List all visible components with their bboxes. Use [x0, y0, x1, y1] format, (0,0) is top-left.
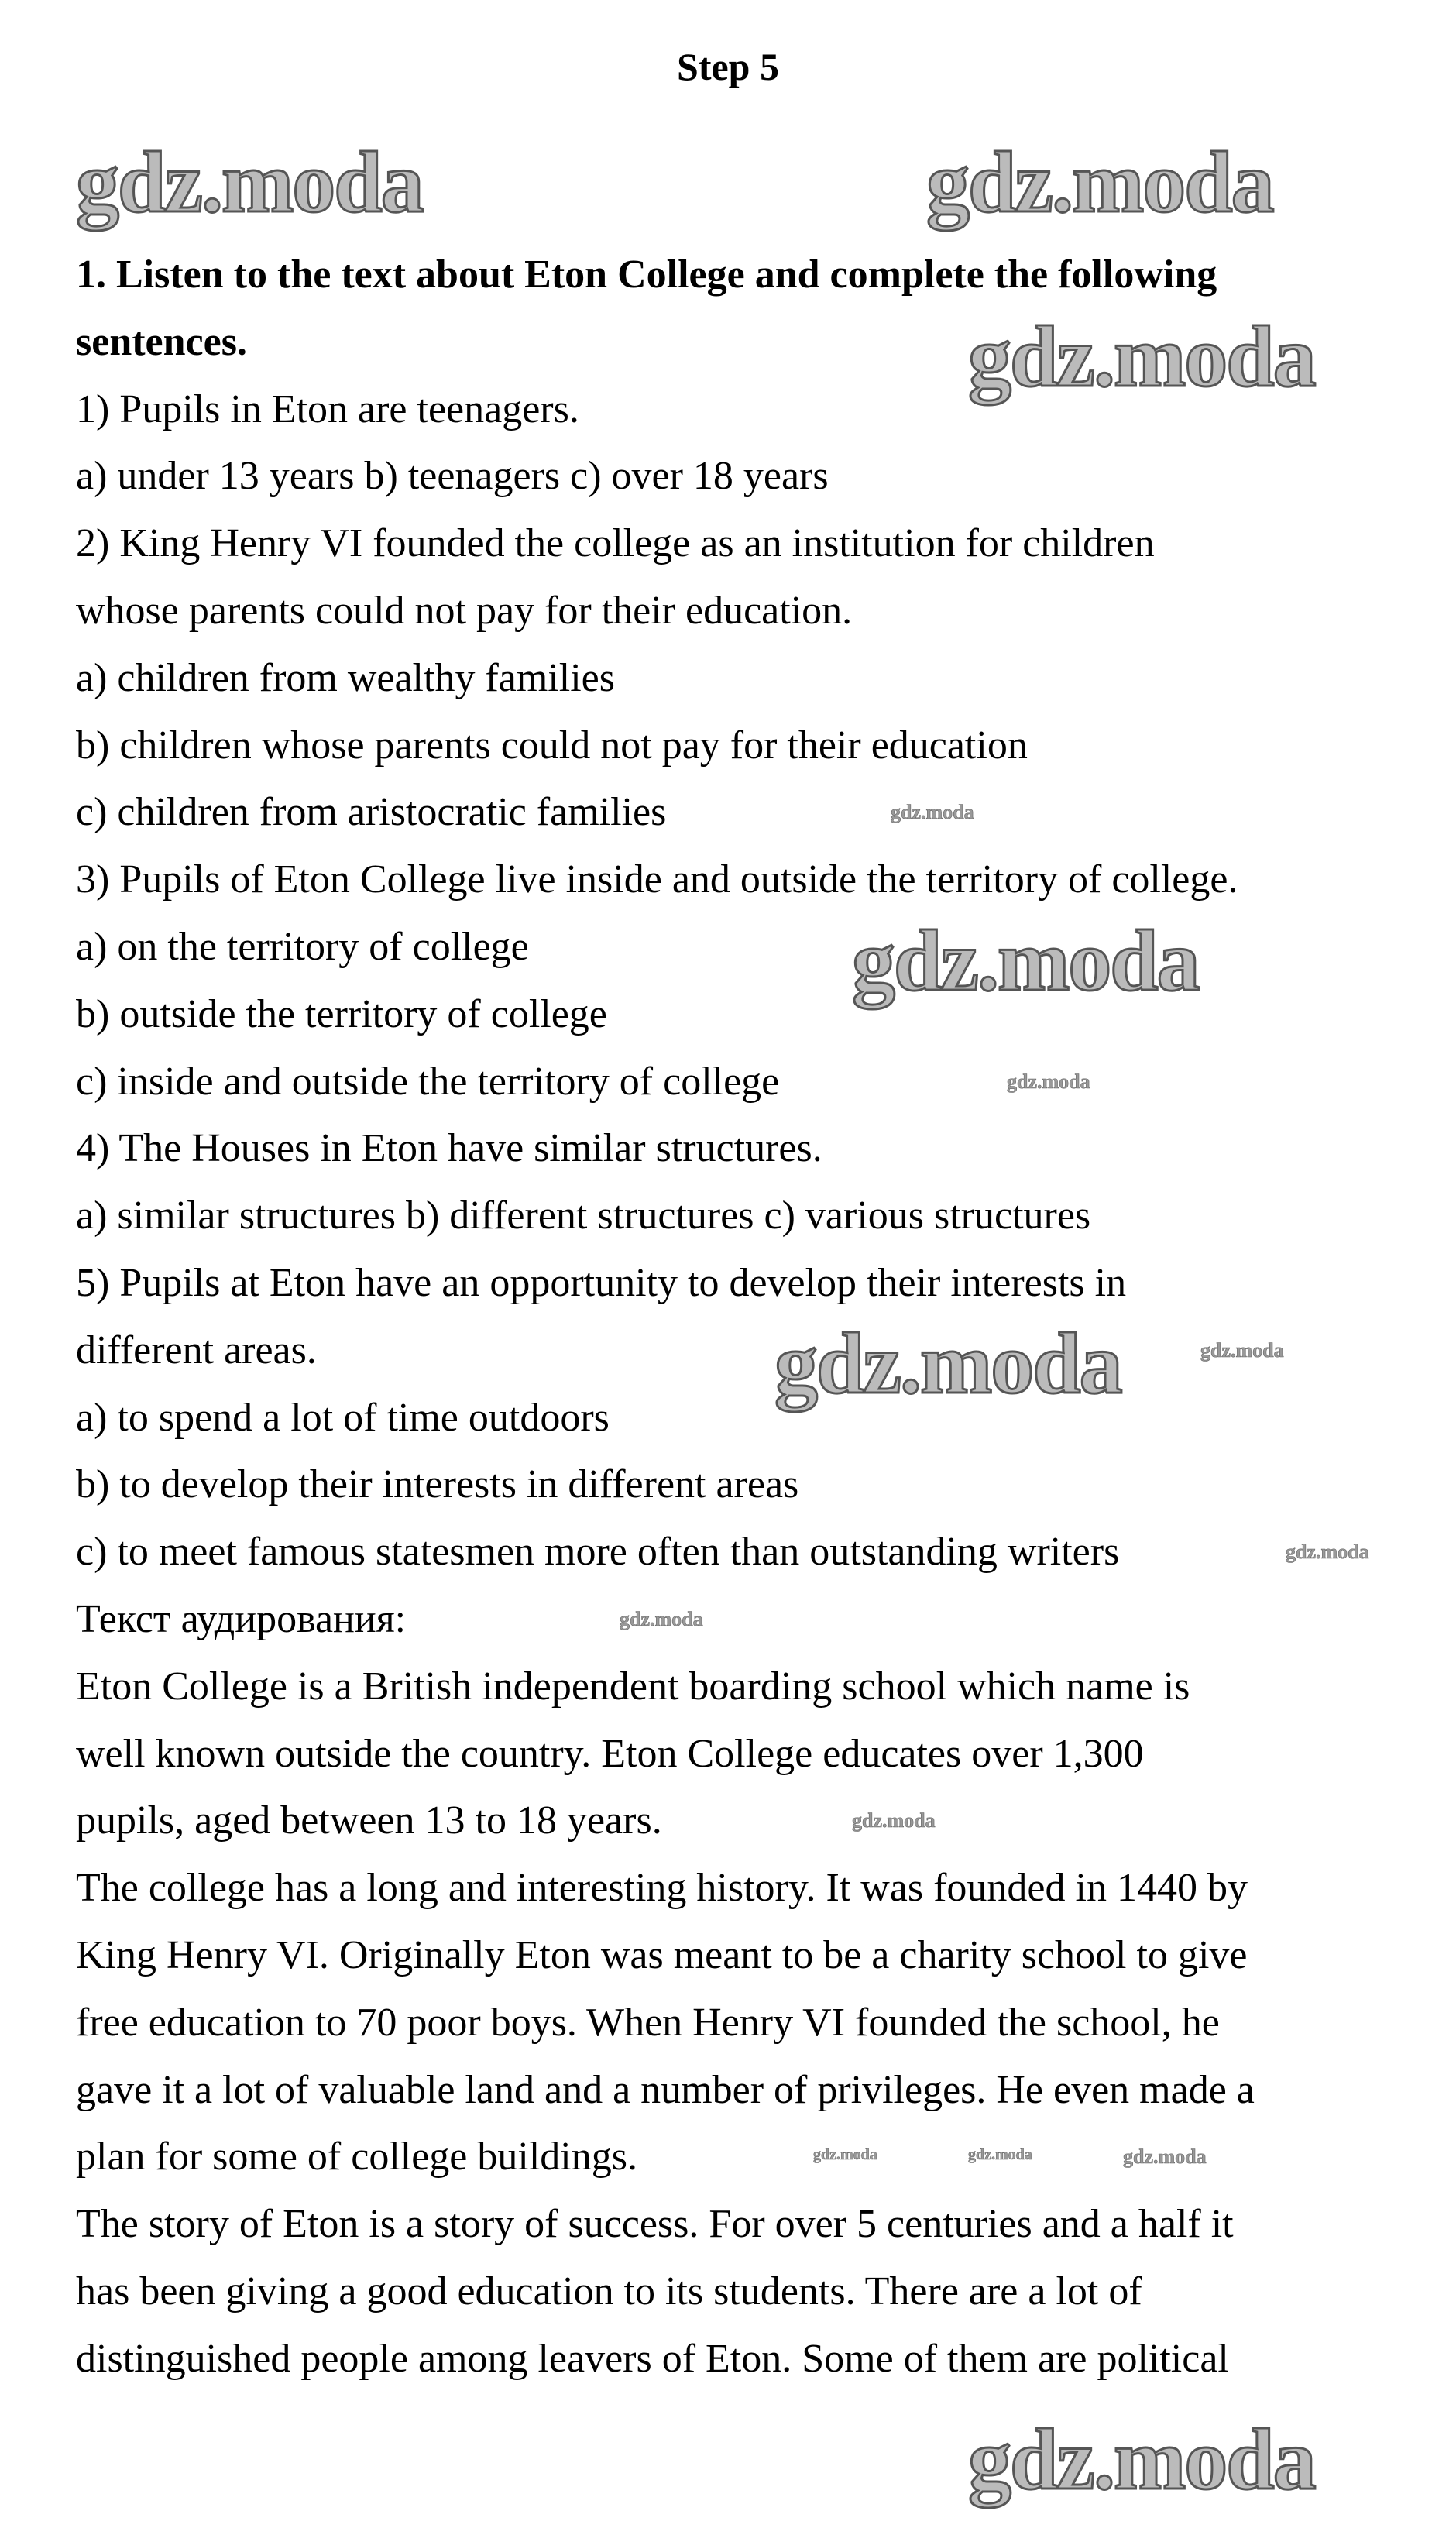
text-line: a) on the territory of college	[76, 924, 529, 969]
text-line: whose parents could not pay for their education.	[76, 588, 853, 633]
text-line: plan for some of college buildings.	[76, 2135, 637, 2179]
text-line: b) children whose parents could not pay for their education	[76, 723, 1028, 768]
watermark-small: gdz.moda	[1286, 1540, 1369, 1563]
text-line: c) children from aristocratic families	[76, 790, 667, 835]
watermark: gdz.moda	[76, 135, 423, 231]
text-line: has been giving a good education to its students. There are a lot of	[76, 2269, 1142, 2313]
watermark: gdz.moda	[968, 2412, 1315, 2508]
text-line: 1) Pupils in Eton are teenagers.	[76, 386, 579, 431]
text-line: a) under 13 years b) teenagers c) over 18 years	[76, 454, 829, 499]
page-title: Step 5	[677, 45, 779, 88]
text-line: King Henry VI. Originally Eton was meant to be a charity school to give	[76, 1932, 1248, 1977]
text-line: distinguished people among leavers of Eton. Some of them are political	[76, 2336, 1229, 2381]
watermark-small: gdz.moda	[813, 2146, 877, 2163]
text-line: The story of Eton is a story of success. For over 5 centuries and a half it	[76, 2202, 1234, 2247]
text-line: Текст аудирования:	[76, 1596, 407, 1641]
text-line: a) similar structures b) different structures c) various structures	[76, 1194, 1091, 1238]
task-heading-line: 1. Listen to the text about Eton College and complete the following	[76, 252, 1217, 297]
text-line: free education to 70 poor boys. When Henry VI founded the school, he	[76, 2000, 1220, 2045]
text-line: pupils, aged between 13 to 18 years.	[76, 1798, 662, 1843]
text-line: well known outside the country. Eton College educates over 1,300	[76, 1731, 1144, 1776]
text-line: different areas.	[76, 1328, 317, 1372]
watermark: gdz.moda	[926, 135, 1273, 231]
watermark-small: gdz.moda	[1123, 2145, 1207, 2168]
text-line: 3) Pupils of Eton College live inside and outside the territory of college.	[76, 857, 1238, 902]
text-line: c) inside and outside the territory of college	[76, 1059, 780, 1104]
text-line: 2) King Henry VI founded the college as an institution for children	[76, 521, 1155, 566]
text-line: Eton College is a British independent boarding school which name is	[76, 1664, 1190, 1709]
watermark-small: gdz.moda	[968, 2146, 1032, 2163]
watermark-small: gdz.moda	[852, 1809, 936, 1832]
task-heading-line: sentences.	[76, 319, 247, 364]
text-line: b) to develop their interests in different areas	[76, 1462, 799, 1507]
watermark: gdz.moda	[774, 1316, 1121, 1412]
text-line: c) to meet famous statesmen more often than outstanding writers	[76, 1530, 1120, 1575]
text-line: gave it a lot of valuable land and a number of privileges. He even made a	[76, 2067, 1255, 2112]
text-line: a) to spend a lot of time outdoors	[76, 1395, 610, 1440]
watermark: gdz.moda	[852, 913, 1199, 1009]
watermark-small: gdz.moda	[891, 801, 974, 823]
watermark-small: gdz.moda	[1007, 1070, 1090, 1093]
text-line: 5) Pupils at Eton have an opportunity to develop their interests in	[76, 1260, 1127, 1305]
text-line: The college has a long and interesting history. It was founded in 1440 by	[76, 1866, 1248, 1911]
watermark: gdz.moda	[968, 309, 1315, 405]
text-line: 4) The Houses in Eton have similar structures.	[76, 1126, 822, 1171]
watermark-small: gdz.moda	[1200, 1339, 1284, 1362]
watermark-small: gdz.moda	[620, 1608, 703, 1630]
text-line: a) children from wealthy families	[76, 655, 615, 700]
text-line: b) outside the territory of college	[76, 991, 607, 1036]
